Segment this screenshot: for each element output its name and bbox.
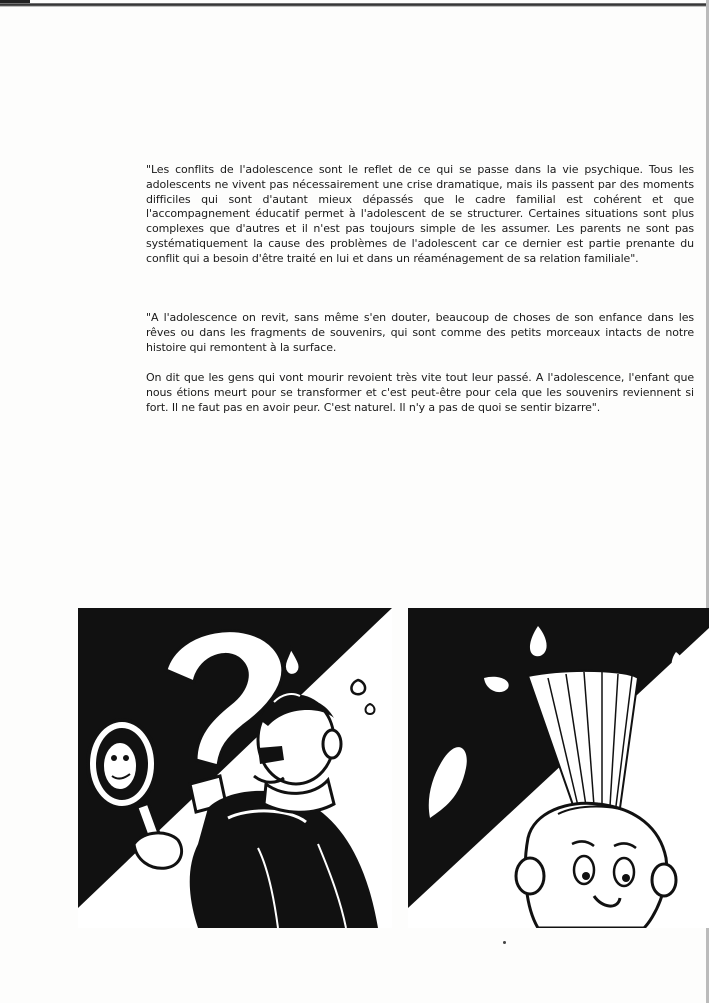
comic-panel-mirror — [78, 608, 392, 928]
comic-panel-startled — [408, 608, 709, 928]
page-corner-mark — [0, 0, 30, 3]
quote-2-text-part-2: On dit que les gens qui vont mourir revoient très vite tout leur passé. A l'adolescence, l'enfant que nous étions meurt pour se transformer et c'est peut-être pour cela que les souvenirs reviennent si fort. Il ne faut pas en avoir peur. C'est naturel. Il n'y a pas de quoi se sentir bizarre". — [146, 371, 694, 414]
page-speck — [503, 941, 506, 944]
comic-strip — [0, 608, 709, 928]
startled-boy-illustration — [408, 608, 709, 928]
quote-2-text-part-1: "A l'adolescence on revit, sans même s'en douter, beaucoup de choses de son enfance dans les rêves ou dans les fragments de souvenirs, qui sont comme des petits morceaux intacts de notre histoire qui remontent à la surface. — [146, 311, 694, 354]
mirror-boy-illustration — [78, 608, 392, 928]
quote-1-text: "Les conflits de l'adolescence sont le reflet de ce qui se passe dans la vie psychique. Tous les adolescents ne vivent pas nécessairement une crise dramatique, mais ils passent par des moments difficiles qui sont d'autant mieux dépassés que le cadre familial est cohérent et que l'accompagnement éducatif permet à l'adolescent de se structurer. Certaines situations sont plus complexes que d'autres et il n'est pas toujours simple de les assumer. Les parents ne sont pas systématiquement la cause des problèmes de l'adolescent car ce dernier est partie prenante du conflit qui a besoin d'être traité en lui et dans un réaménagement de sa relation familiale". — [146, 163, 694, 265]
quote-paragraph-3 — [146, 371, 694, 415]
quote-paragraph-2 — [146, 311, 694, 355]
page-top-edge — [0, 0, 709, 7]
quote-paragraph-1 — [146, 163, 694, 267]
